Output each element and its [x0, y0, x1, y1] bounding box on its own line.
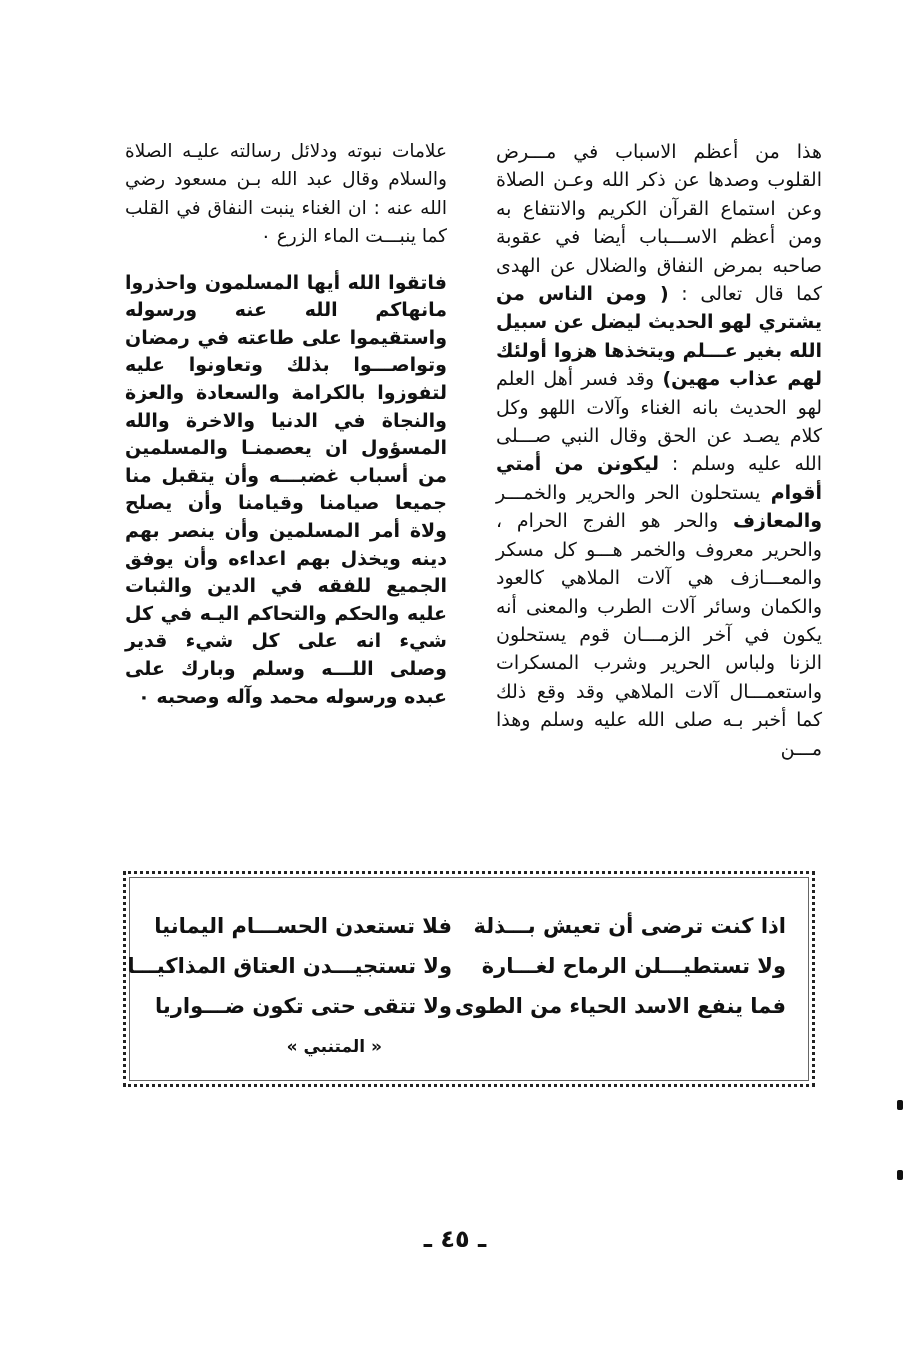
- right-paragraph-1-text: هذا من أعظم الاسباب في مـــرض القلوب وصدها عن ذكر الله وعـن الصلاة وعن استماع القرآن الكريم والانتفاع به ومن أعظم الاســـباب أيضا في عقوبة صاحبه بمرض النفاق والضلال عن الهدى كما قال تعالى :: [496, 141, 822, 306]
- poem-box: [123, 871, 815, 1087]
- quran-verse: ( ومن الناس من يشتري لهو الحديث ليضل عن سبيل الله بغير عـــلم ويتخذها هزوا أولئك لهم عذاب مهين): [496, 283, 822, 391]
- poem-line-2-second: ولا تستجيـــدن العتاق المذاكيـــا: [127, 954, 452, 978]
- scan-edge-mark: [897, 1170, 903, 1180]
- poem-line-3-second: ولا تتقى حتى تكون ضـــواريا: [155, 994, 452, 1018]
- right-paragraph-3a-text: يستحلون الحر والحرير والخمـــر: [496, 481, 761, 504]
- poem-line-3-first: فما ينفع الاسد الحياء من الطوى: [454, 994, 786, 1018]
- poem-line-1-second: فلا تستعدن الحســـام اليمانيا: [154, 914, 452, 938]
- poem-line-2-first: ولا تستطيـــلن الرماح لغـــارة: [481, 954, 786, 978]
- left-closing-paragraph: فاتقوا الله أيها المسلمون واحذروا مانهاكم الله عنه ورسوله واستقيموا على طاعته في رمضان وتواصـــوا بذلك وتعاونوا عليه لتفوزوا بالكرامة والسعادة والعزة والنجاة في الدنيا والاخرة والله المسؤول ان يعصمنـا والمسلمين من أسباب غضبـــه وأن يتقبل منا جميعا صيامنا وقيامنا وأن يصلح ولاة أمر المسلمين وأن ينصر بهم دينه ويخذل بهم اعداءه وأن يوفق الجميع للفقه في الدين والثبات عليه والحكم والتحاكم اليـه في كل شيء انه على كل شيء قدير وصلى اللـــه وسلم وبارك على عبده ورسوله محمد وآله وصحبه ٠: [125, 271, 447, 708]
- right-paragraph-2-text: وقد فسر أهل العلم لهو الحديث بانه الغناء وآلات اللهو وكل كلام يصـد عن الحق وقال النبي صـــلى الله عليه وسلم :: [496, 368, 822, 476]
- maazif-term: والمعازف: [732, 510, 823, 533]
- left-column: [125, 138, 447, 711]
- poem-line-1-first: اذا كنت ترضى أن تعيش بـــذلة: [473, 914, 786, 938]
- poem-attribution: « المتنبي »: [286, 1037, 382, 1057]
- right-column: [496, 138, 822, 763]
- right-paragraph-3b-text: والحر هو الفرج الحرام ، والحرير معروف والخمر هـــو كل مسكر والمعـــازف هي آلات الملاهي كالعود والكمان وسائر آلات الطرب والمعنى أنه يكون في آخر الزمـــان قوم يستحلون الزنا ولباس الحرير وشرب المسكرات واستعمـــال آلات الملاهي وقد وقع ذلك كما أخبر بـه صلى الله عليه وسلم وهذا مـــن: [496, 510, 822, 760]
- page-number: ـ ٤٥ ـ: [423, 1225, 487, 1253]
- scan-edge-mark: [897, 1100, 903, 1110]
- right-paragraph-1: [496, 138, 822, 763]
- hadith-quote: ليكونن من أمتي أقوام: [496, 453, 823, 504]
- left-intro-paragraph: علامات نبوته ودلائل رسالته عليـه الصلاة والسلام وقال عبد الله بـن مسعود رضي الله عنه : ان الغناء ينبت النفاق في القلب كما ينبـــت الماء الزرع ٠: [125, 141, 447, 248]
